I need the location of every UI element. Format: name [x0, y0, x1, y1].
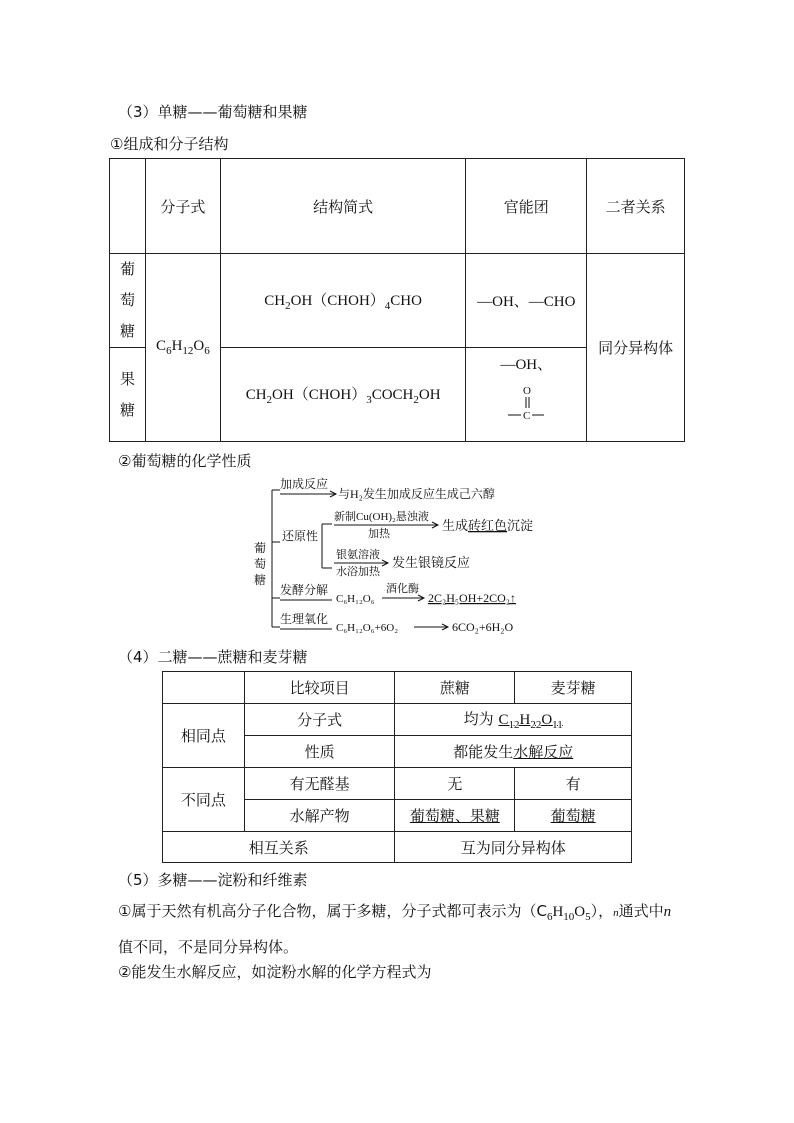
- table2-header-item: 比较项目: [244, 672, 395, 704]
- branch-reducing: 还原性: [282, 529, 319, 543]
- ferment-product: 2C₂H₅OH+2CO₂↑: [428, 591, 516, 605]
- diff-label: 不同点: [163, 768, 245, 832]
- cond-water-bath: 水浴加热: [336, 566, 380, 578]
- table2-header-maltose: 麦芽糖: [515, 672, 632, 704]
- diagram-root-3: 糖: [254, 573, 267, 587]
- svg-text:C: C: [523, 410, 531, 422]
- reagent-cu-oh2: 新制Cu(OH)₂悬浊液: [334, 511, 429, 523]
- oxid-product: 6CO₂+6H₂O: [452, 620, 514, 634]
- glucose-reaction-diagram: [250, 476, 560, 638]
- glucose-properties-title: ②葡萄糖的化学性质: [118, 452, 252, 470]
- property-value: 水解反应: [513, 743, 574, 761]
- fructose-groups-text: —OH、: [500, 357, 553, 373]
- fructose-structure: $CH_2OH(CHOH)_3COCH_2OH$: [220, 348, 466, 442]
- table1-header-formula: 分子式: [145, 159, 220, 254]
- section-3-title: （3）单糖——葡萄糖和果糖: [118, 103, 308, 121]
- same-label: 相同点: [163, 704, 245, 768]
- cond-heat: 加热: [368, 528, 390, 540]
- glucose-groups: —OH、—CHO: [466, 254, 587, 348]
- molecular-formula: $C_6H_{12}O_6$: [145, 254, 220, 442]
- disaccharide-table: [162, 671, 632, 863]
- table1-header-groups: 官能团: [466, 159, 587, 254]
- hydrolysis-sucrose-cell: [395, 800, 515, 832]
- carbonyl-structure-icon: [496, 382, 556, 426]
- hydrolysis-maltose: 葡萄糖: [550, 807, 596, 825]
- section-4-title: （4）二糖——蔗糖和麦芽糖: [118, 648, 308, 666]
- formula-prefix: 均为: [463, 710, 494, 728]
- p1-b: ），: [590, 902, 614, 920]
- property-label: 性质: [244, 736, 395, 768]
- oxid-reactant: C₆H₁₂O₆+6O₂: [336, 622, 399, 634]
- ferment-reactant: C₆H₁₂O₆: [336, 593, 375, 605]
- table2-header-sucrose: 蔗糖: [395, 672, 515, 704]
- hydrolysis-sucrose: 葡萄糖、果糖: [409, 807, 500, 825]
- fructose-groups: [466, 348, 587, 442]
- paragraph-2: ②能发生水解反应，如淀粉水解的化学方程式为: [118, 963, 432, 981]
- table1-header-structure: 结构简式: [220, 159, 466, 254]
- aldehyde-maltose: 有: [515, 768, 632, 800]
- hydrolysis-label: 水解产物: [244, 800, 395, 832]
- glucose-label: 葡 萄 糖: [110, 254, 146, 348]
- hydrolysis-maltose-cell: [515, 800, 632, 832]
- glucose-structure: $CH_2OH(CHOH)_4CHO$: [220, 254, 466, 348]
- relation-label: 相互关系: [163, 832, 395, 863]
- reagent-silver-ammonia: 银氨溶液: [336, 549, 380, 561]
- branch-addition-result: 与H₂发生加成反应生成己六醇: [338, 487, 495, 501]
- monosaccharide-table: [109, 158, 685, 442]
- aldehyde-sucrose: 无: [395, 768, 515, 800]
- branch-fermentation: 发酵分解: [280, 583, 329, 597]
- branch-oxidation: 生理氧化: [280, 612, 329, 626]
- result-silver-mirror: 发生银镜反应: [392, 555, 471, 570]
- svg-text:O: O: [523, 385, 532, 397]
- p1-a: ①属于天然有机高分子化合物，属于多糖，分子式都可表示为（C: [118, 902, 547, 920]
- paragraph-1: ①属于天然有机高分子化合物，属于多糖，分子式都可表示为$(C_6H_{10}O_5)$，n通式中n值不同，不是同分异构体。: [118, 902, 672, 956]
- table1-header-relation: 二者关系: [587, 159, 685, 254]
- formula-label: 分子式: [244, 704, 395, 736]
- table2-corner: [163, 672, 245, 704]
- disaccharide-formula: $C_{12}H_{22}O_{11}$: [498, 712, 563, 731]
- table1-corner: [110, 159, 146, 254]
- diagram-root-2: 萄: [254, 557, 267, 571]
- formula-value: [395, 704, 632, 736]
- result-brick-red: 生成砖红色沉淀: [442, 518, 534, 533]
- section-3-subtitle: ①组成和分子结构: [110, 135, 229, 153]
- section-5-title: （5）多糖——淀粉和纤维素: [118, 871, 308, 889]
- relation-value: 同分异构体: [587, 254, 685, 442]
- fructose-label: 果 糖: [110, 348, 146, 442]
- property-value-cell: [395, 736, 632, 768]
- relation-value-2: 互为同分异构体: [395, 832, 632, 863]
- diagram-root-1: 葡: [254, 541, 267, 555]
- property-prefix: 都能发生: [453, 743, 514, 761]
- ferment-catalyst: 酒化酶: [386, 583, 419, 595]
- p1-c: 通式中: [618, 902, 664, 920]
- branch-addition: 加成反应: [280, 477, 329, 491]
- p1-d: 值不同，不是同分异构体。: [118, 938, 299, 956]
- aldehyde-label: 有无醛基: [244, 768, 395, 800]
